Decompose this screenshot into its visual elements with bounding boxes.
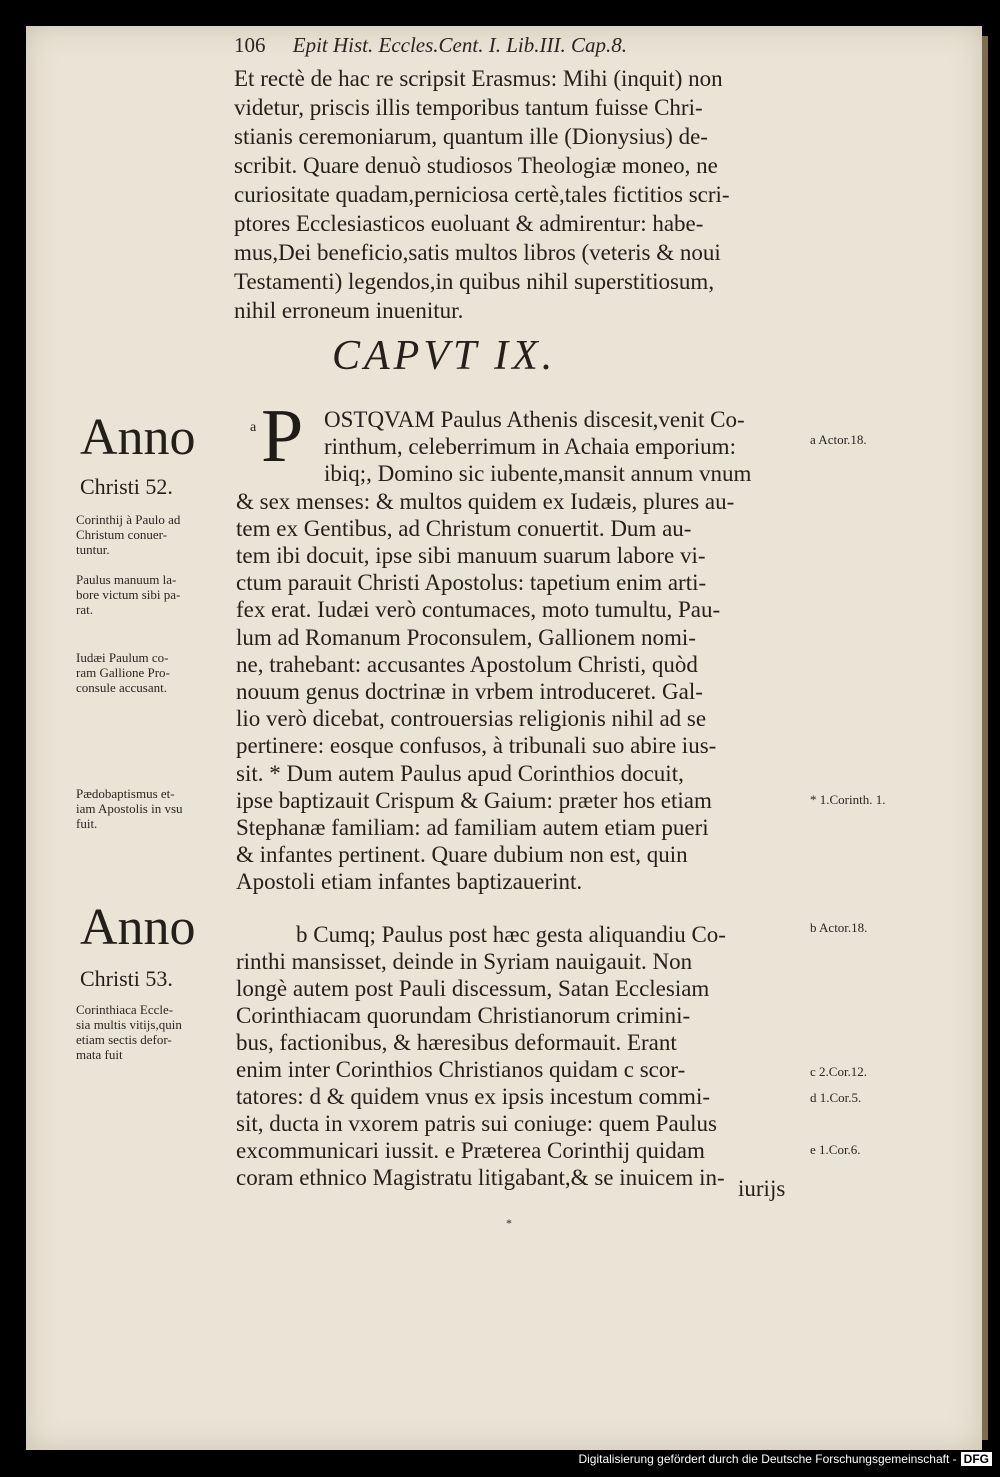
margin-note [76,650,170,695]
text-line: fex erat. Iudæi verò contumaces, moto tumultu, Pau- [236,597,721,622]
text-line: sit, ducta in vxorem patris sui coniuge: quem Paulus [236,1111,718,1136]
signature-mark: * [506,1216,512,1230]
text-line: Apostoli etiam infantes baptizauerint. [236,869,583,894]
text-line: ptores Ecclesiasticos euoluant & admirentur: habe- [234,211,704,236]
text-line: scribit. Quare denuò studiosos Theologiæ moneo, ne [234,153,718,178]
text-line: ne, trahebant: accusantes Apostolum Christi, quòd [236,652,698,677]
text-line: curiositate quadam,perniciosa certè,tales fictitios scri- [234,182,730,207]
text-line: & infantes pertinent. Quare dubium non est, quin [236,842,688,867]
drop-capital: P [261,394,304,478]
margin-reference: c 2.Cor.12. [810,1064,868,1079]
text-line: Stephanæ familiam: ad familiam autem etiam pueri [236,815,709,840]
text-line: b Cumq; Paulus post hæc gesta aliquandiu Co- [296,922,726,947]
footnote-marker: a [250,420,257,435]
text-line: coram ethnico Magistratu litigabant,& se inuicem in- [236,1165,725,1190]
footer-credit [0,1452,992,1474]
dfg-logo: DFG [961,1452,992,1466]
margin-note-line: etiam sectis defor- [76,1032,172,1047]
text-line: bus, factionibus, & hæresibus deformauit. Erant [236,1030,677,1055]
text-line: nihil erroneum inuenitur. [234,298,464,323]
margin-note-line: ram Gallione Pro- [76,665,170,680]
margin-note-line: Corinthiaca Eccle- [76,1002,174,1017]
text-line: ctum parauit Christi Apostolus: tapetium enim arti- [236,570,707,595]
margin-reference: e 1.Cor.6. [810,1142,861,1157]
text-line: ipse baptizauit Crispum & Gaium: præter hos etiam [236,788,712,813]
margin-note-line: Paulus manuum la- [76,572,177,587]
text-line: sit. * Dum autem Paulus apud Corinthios docuit, [236,761,684,786]
footer-text: Digitalisierung gefördert durch die Deutsche Forschungsgemeinschaft - [578,1452,957,1466]
text-line: Testamenti) legendos,in quibus nihil superstitiosum, [234,269,715,294]
margin-note [76,786,183,831]
text-line: tem ibi docuit, ipse sibi manuum suarum labore vi- [236,543,706,568]
text-line: lio verò dicebat, controuersias religionis nihil ad se [236,706,707,731]
margin-christi-year: Christi 53. [80,966,173,991]
text-line: nouum genus doctrinæ in vrbem introduceret. Gal- [236,679,703,704]
text-line: rinthum, celeberrimum in Achaia emporium: [324,434,736,459]
margin-reference: a Actor.18. [810,432,867,447]
text-line: rinthi mansisset, deinde in Syriam nauigauit. Non [236,949,693,974]
margin-note-line: bore victum sibi pa- [76,587,181,602]
margin-christi-year: Christi 52. [80,474,173,499]
margin-anno-heading: Anno [80,899,196,956]
margin-note-line: sia multis vitijs,quin [76,1017,182,1032]
margin-note-line: consule accusant. [76,680,167,695]
text-line: longè autem post Pauli discessum, Satan Ecclesiam [236,976,710,1001]
margin-note [76,572,180,617]
margin-note-line: tuntur. [76,542,110,557]
text-line: tem ex Gentibus, ad Christum conuertit. Dum au- [236,516,692,541]
text-line: pertinere: eosque confusos, à tribunali suo abire ius- [236,733,717,758]
margin-note [76,512,180,557]
text-line: lum ad Romanum Proconsulem, Gallionem nomi- [236,625,696,650]
margin-note-line: Pædobaptismus et- [76,786,175,801]
margin-note-line: rat. [76,602,93,617]
page-number: 106 [234,33,266,57]
text-line: Corinthiacam quorundam Christianorum crimini- [236,1003,691,1028]
margin-note-line: Christum conuer- [76,527,168,542]
margin-note-line: Corinthij à Paulo ad [76,512,181,527]
margin-reference: d 1.Cor.5. [810,1090,862,1105]
text-line: excommunicari iussit. e Præterea Corinthij quidam [236,1138,705,1163]
text-line: stianis ceremoniarum, quantum ille (Dionysius) de- [234,124,708,149]
text-line: ibiq;, Domino sic iubente,mansit annum vnum [324,461,752,486]
catchword: iurijs [738,1176,786,1201]
text-line: tatores: d & quidem vnus ex ipsis incestum commi- [236,1084,710,1109]
margin-note-line: Iudæi Paulum co- [76,650,169,665]
margin-reference: b Actor.18. [810,920,868,935]
text-line: Et rectè de hac re scripsit Erasmus: Mihi (inquit) non [234,66,723,91]
text-line: enim inter Corinthios Christianos quidam c scor- [236,1057,686,1082]
text-line: mus,Dei beneficio,satis multos libros (veteris & noui [234,240,721,265]
margin-reference: * 1.Corinth. 1. [810,792,886,807]
margin-anno-heading: Anno [80,409,196,466]
margin-note-line: iam Apostolis in vsu [76,801,183,816]
text-line: videtur, priscis illis temporibus tantum fuisse Chri- [234,95,703,120]
text-line: & sex menses: & multos quidem ex Iudæis, plures au- [236,489,735,514]
margin-note-line: fuit. [76,816,98,831]
margin-note-line: mata fuit [76,1047,123,1062]
page-edge [982,36,988,1440]
margin-note [76,1002,182,1062]
running-header [234,33,627,58]
running-title: Epit Hist. Eccles.Cent. I. Lib.III. Cap.8. [292,33,627,57]
chapter-title: CAPVT IX. [332,333,557,379]
text-line: OSTQVAM Paulus Athenis discesit,venit Co- [324,407,745,432]
